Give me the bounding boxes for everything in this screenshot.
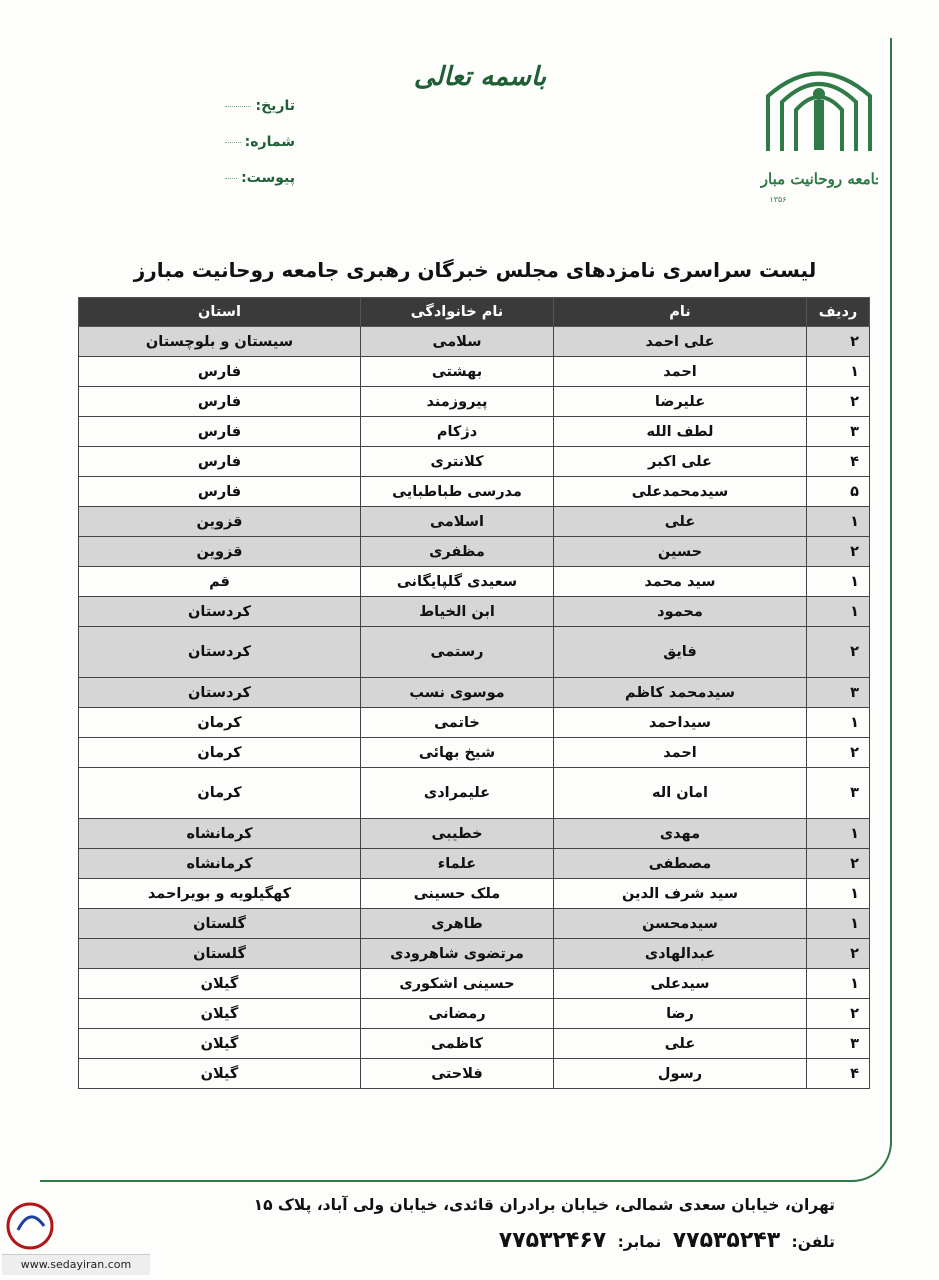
attachment-label: پیوست: [225,160,295,196]
cell-name: سیداحمد [554,708,807,738]
cell-name: مصطفی [554,849,807,879]
table-row [79,939,870,969]
cell-row-number: ۲ [807,327,870,357]
date-label: تاریخ: [225,88,295,124]
logo-emblem-icon [760,56,878,206]
cell-row-number: ۵ [807,477,870,507]
table-row [79,819,870,849]
cell-family-name: علماء [361,849,554,879]
cell-province: کهگیلویه و بویراحمد [79,879,361,909]
table-row [79,447,870,477]
table-row [79,537,870,567]
cell-province: گیلان [79,999,361,1029]
cell-name: عبدالهادی [554,939,807,969]
cell-family-name: پیروزمند [361,387,554,417]
cell-province: گیلان [79,1029,361,1059]
cell-name: سیدمحمدعلی [554,477,807,507]
cell-family-name: اسلامی [361,507,554,537]
cell-province: کردستان [79,597,361,627]
fax-label: نمابر: [617,1233,662,1251]
watermark-logo-icon [4,1196,58,1256]
cell-name: فایق [554,627,807,678]
cell-row-number: ۱ [807,507,870,537]
table-row [79,879,870,909]
number-label: شماره: [225,124,295,160]
cell-family-name: خطیبی [361,819,554,849]
table-row [79,387,870,417]
cell-row-number: ۲ [807,999,870,1029]
cell-family-name: طاهری [361,909,554,939]
cell-province: فارس [79,477,361,507]
cell-family-name: شیخ بهائی [361,738,554,768]
cell-row-number: ۲ [807,738,870,768]
cell-province: قزوین [79,507,361,537]
cell-name: مهدی [554,819,807,849]
logo-text: جامعه روحانیت مبارز [760,170,878,188]
cell-province: فارس [79,387,361,417]
cell-province: فارس [79,447,361,477]
table-row [79,909,870,939]
cell-row-number: ۲ [807,627,870,678]
table-row [79,417,870,447]
cell-row-number: ۳ [807,1029,870,1059]
cell-name: احمد [554,357,807,387]
cell-row-number: ۴ [807,447,870,477]
cell-name: علی اکبر [554,447,807,477]
table-row [79,678,870,708]
table-row [79,738,870,768]
cell-province: کرمان [79,738,361,768]
cell-row-number: ۲ [807,537,870,567]
table-header-row [79,298,870,327]
phone-label: تلفن: [791,1233,835,1251]
cell-name: رسول [554,1059,807,1089]
cell-family-name: خاتمی [361,708,554,738]
cell-province: گیلان [79,969,361,999]
table-row [79,627,870,678]
cell-name: سید محمد [554,567,807,597]
table-row [79,969,870,999]
cell-province: کرمان [79,708,361,738]
cell-name: سیدعلی [554,969,807,999]
table-row [79,567,870,597]
letterhead-footer [235,1196,835,1253]
column-header-row-number: ردیف [807,298,870,327]
cell-province: کرمانشاه [79,849,361,879]
table-row [79,849,870,879]
organization-logo [760,56,878,206]
cell-name: رضا [554,999,807,1029]
cell-row-number: ۱ [807,969,870,999]
fax-number: ۷۷۵۳۲۴۶۷ [498,1228,607,1253]
document-title: لیست سراسری نامزدهای مجلس خبرگان رهبری جامعه روحانیت مبارز [133,258,817,282]
cell-name: سیدمحسن [554,909,807,939]
cell-province: کرمانشاه [79,819,361,849]
candidates-table [78,297,870,1089]
table-row [79,708,870,738]
cell-province: فارس [79,357,361,387]
cell-name: علی احمد [554,327,807,357]
cell-family-name: کاظمی [361,1029,554,1059]
cell-name: علی [554,1029,807,1059]
column-header-province: استان [79,298,361,327]
phone-number: ۷۷۵۳۵۲۴۳ [672,1228,781,1253]
cell-name: سید شرف الدین [554,879,807,909]
cell-family-name: مظفری [361,537,554,567]
cell-name: محمود [554,597,807,627]
cell-province: گلستان [79,909,361,939]
cell-row-number: ۱ [807,597,870,627]
table-row [79,477,870,507]
cell-name: حسین [554,537,807,567]
cell-name: احمد [554,738,807,768]
cell-row-number: ۳ [807,678,870,708]
cell-province: فارس [79,417,361,447]
cell-row-number: ۱ [807,708,870,738]
cell-province: قم [79,567,361,597]
cell-row-number: ۱ [807,819,870,849]
table-row [79,768,870,819]
cell-row-number: ۱ [807,357,870,387]
cell-row-number: ۳ [807,768,870,819]
cell-family-name: مرتضوی شاهرودی [361,939,554,969]
cell-name: علیرضا [554,387,807,417]
cell-name: سیدمحمد کاظم [554,678,807,708]
cell-row-number: ۲ [807,387,870,417]
cell-province: کردستان [79,627,361,678]
bismillah-heading: باسمه تعالی [413,62,547,92]
cell-province: سیستان و بلوچستان [79,327,361,357]
table-row [79,597,870,627]
cell-family-name: رستمی [361,627,554,678]
cell-province: کرمان [79,768,361,819]
cell-row-number: ۱ [807,879,870,909]
cell-family-name: ابن الخیاط [361,597,554,627]
logo-year: ۱۳۵۶ [769,195,787,204]
cell-family-name: ملک حسینی [361,879,554,909]
cell-family-name: رمضانی [361,999,554,1029]
letter-meta [225,88,295,196]
cell-family-name: فلاحتی [361,1059,554,1089]
cell-family-name: کلانتری [361,447,554,477]
cell-family-name: مدرسی طباطبایی [361,477,554,507]
table-row [79,999,870,1029]
table-row [79,1059,870,1089]
cell-province: قزوین [79,537,361,567]
address-text: تهران، خیابان سعدی شمالی، خیابان برادران قائدی، خیابان ولی آباد، پلاک ۱۵ [253,1196,835,1214]
table-row [79,507,870,537]
cell-name: امان اله [554,768,807,819]
cell-family-name: علیمرادی [361,768,554,819]
table-row [79,357,870,387]
cell-family-name: بهشتی [361,357,554,387]
cell-family-name: دژکام [361,417,554,447]
column-header-name: نام [554,298,807,327]
cell-province: گیلان [79,1059,361,1089]
cell-province: کردستان [79,678,361,708]
cell-row-number: ۴ [807,1059,870,1089]
table-body [79,327,870,1089]
cell-row-number: ۲ [807,939,870,969]
cell-family-name: موسوی نسب [361,678,554,708]
cell-family-name: سعیدی گلپایگانی [361,567,554,597]
cell-row-number: ۳ [807,417,870,447]
cell-name: علی [554,507,807,537]
table-row [79,327,870,357]
watermark-site[interactable]: www.sedayiran.com [2,1254,150,1275]
cell-name: لطف الله [554,417,807,447]
cell-row-number: ۱ [807,909,870,939]
cell-province: گلستان [79,939,361,969]
cell-family-name: حسینی اشکوری [361,969,554,999]
column-header-family-name: نام خانوادگی [361,298,554,327]
contact-line [235,1228,835,1253]
cell-row-number: ۱ [807,567,870,597]
table-row [79,1029,870,1059]
cell-row-number: ۲ [807,849,870,879]
cell-family-name: سلامی [361,327,554,357]
